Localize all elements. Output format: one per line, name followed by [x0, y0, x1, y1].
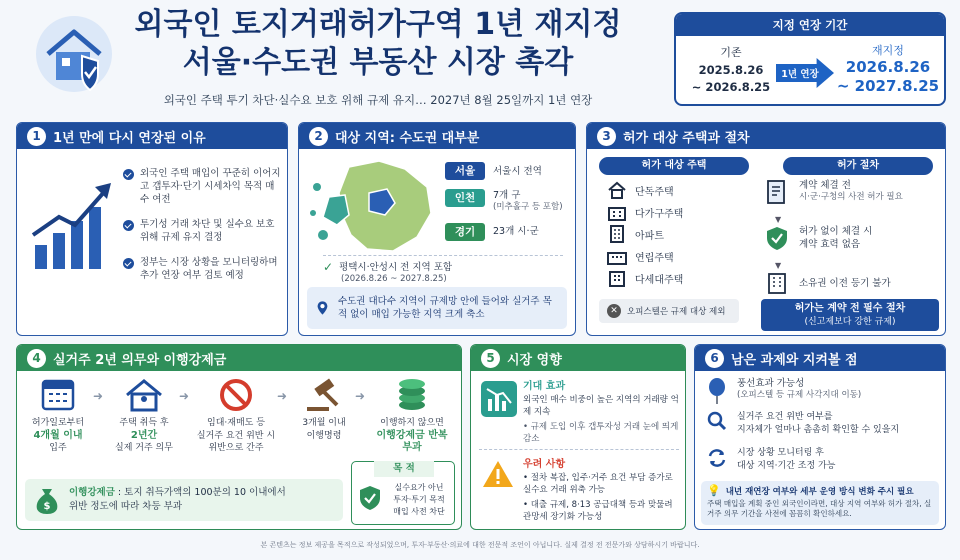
duty-step: 임대·재매도 등 실거주 요건 위반 시 위반으로 간주 — [195, 377, 277, 455]
must-text: 허가는 계약 전 필수 절차 — [794, 303, 906, 314]
warning-icon — [481, 459, 515, 493]
watch-box — [701, 481, 939, 525]
procedure-steps — [765, 179, 941, 295]
purpose-line: 투자·투기 목적 — [393, 495, 445, 504]
region-text: 7개 구 — [493, 190, 521, 201]
home-person-icon — [109, 377, 179, 413]
region-row — [445, 161, 571, 181]
new-end: ~ 2027.8.25 — [836, 77, 940, 95]
page-subtitle: 외국인 주택 투기 차단·실수요 보호 위해 규제 유지… 2027년 8월 25일까지 1년 연장 — [163, 93, 593, 107]
step-sub: 시·군·구청의 사전 허가 필요 — [799, 192, 903, 202]
check-icon — [123, 258, 134, 269]
purpose-line: 매입 사전 차단 — [393, 507, 445, 516]
building-icon — [765, 272, 789, 294]
row-house-icon — [607, 247, 627, 265]
region-tag: 인천 — [445, 189, 485, 207]
check-icon — [123, 169, 134, 180]
concern-item: • 대출 규제, 8·13 공급대책 등과 맞물려 관망세 장기화 가능성 — [523, 500, 673, 522]
region-text: 23개 시·군 — [493, 226, 539, 237]
watch-title: 💡 내년 재연장 여부와 세부 운영 방식 변화 주시 필요 — [707, 484, 914, 497]
house-list — [607, 179, 757, 289]
duty-step: 주택 취득 후 2년간 실제 거주 의무 — [109, 377, 179, 455]
arrow-down-icon: ▼ — [775, 215, 782, 224]
reason-item: 정부는 시장 상황을 모니터링하며 추가 연장 여부 검토 예정 — [123, 256, 283, 282]
duty-steps — [23, 377, 455, 455]
capital-area-map-icon — [309, 157, 439, 261]
lightbulb-icon: 💡 — [707, 484, 721, 497]
section-remaining-tasks — [694, 344, 946, 530]
exclude-text: 오피스텔은 규제 대상 제외 — [627, 307, 726, 317]
fine-line1: : 토지 취득가액의 100분의 10 이내에서 — [117, 487, 286, 498]
step-title: 소유권 이전 등기 불가 — [799, 277, 891, 289]
section-number: 4 — [27, 349, 46, 368]
shield-check-icon — [765, 225, 789, 251]
region-note — [307, 287, 567, 329]
arrow-right-icon: ➜ — [93, 389, 104, 403]
close-icon: ✕ — [607, 304, 621, 318]
calendar-icon — [23, 377, 93, 413]
task-item — [707, 447, 943, 479]
must-procedure-note — [761, 299, 939, 331]
search-icon — [707, 411, 727, 433]
gavel-icon — [293, 377, 355, 413]
region-text: 서울시 전역 — [493, 165, 542, 177]
section-regions — [298, 122, 576, 336]
effect-sub: • 규제 도입 이후 갭투자성 거래 눈에 띄게 감소 — [523, 422, 679, 444]
section-number: 5 — [481, 349, 500, 368]
apartment-icon — [607, 225, 627, 243]
section-title: 남은 과제와 지켜볼 점 — [731, 352, 858, 368]
checkmark-icon: ✓ — [323, 260, 334, 274]
step-title: 허가 없이 체결 시 — [799, 226, 873, 237]
region-subtext: (미추홀구 등 포함) — [493, 202, 563, 212]
new-period-dates — [834, 58, 942, 96]
step-title: 계약 체결 전 — [799, 180, 851, 191]
procedure-step — [765, 225, 941, 261]
must-sub: (신고제보다 강한 규제) — [804, 317, 896, 327]
reason-item: 투기성 거래 차단 및 실수요 보호 위해 규제 유지 결정 — [123, 218, 283, 244]
section-number: 6 — [705, 349, 724, 368]
procedure-title: 허가 절차 — [783, 157, 933, 175]
arrow-right-icon: ➜ — [179, 389, 190, 403]
title-line-2: 서울·수도권 부동산 시장 촉각 — [182, 45, 574, 80]
title-line-1: 외국인 토지거래허가구역 1년 재지정 — [134, 7, 622, 42]
new-period-label: 재지정 — [872, 44, 904, 57]
arrow-down-icon: ▼ — [775, 261, 782, 270]
shield-check-icon — [358, 484, 382, 512]
section-reason — [16, 122, 288, 336]
purpose-title: 목 적 — [374, 461, 434, 477]
fine-line2: 위반 정도에 따라 차등 부과 — [69, 501, 183, 512]
new-start: 2026.8.26 — [845, 58, 931, 76]
section-title: 1년 만에 다시 연장된 이유 — [53, 130, 206, 146]
task-title: 시장 상황 모니터링 후 — [737, 448, 824, 458]
bar-chart-up-icon — [29, 173, 117, 277]
arrow-label: 1년 연장 — [781, 69, 819, 80]
house-list-title: 허가 대상 주택 — [599, 157, 749, 175]
map-pin-icon — [317, 296, 328, 320]
money-bag-icon — [33, 485, 61, 515]
section-number: 1 — [27, 127, 46, 146]
section-residence-duty — [16, 344, 462, 530]
purpose-line: 실수요가 아닌 — [394, 483, 444, 492]
concern-item: • 절차 복잡, 입주·거주 요건 부담 증가로 실수요 거래 위축 가능 — [523, 473, 673, 495]
effect-text: 외국인 매수 비중이 높은 지역의 거래량 억제 지속 — [523, 395, 679, 417]
prohibited-icon — [195, 377, 277, 413]
house-item: 아파트 — [607, 223, 757, 245]
old-start: 2025.8.26 — [698, 63, 764, 77]
house-item: 연립주택 — [607, 245, 757, 267]
section-title: 시장 영향 — [507, 352, 562, 368]
task-item — [707, 377, 943, 409]
task-sub: 대상 지역·기간 조정 가능 — [737, 461, 836, 471]
task-item — [707, 411, 943, 445]
task-title: 풍선효과 가능성 — [737, 378, 805, 389]
purpose-box — [351, 461, 455, 525]
step-sub: 계약 효력 없음 — [799, 239, 861, 250]
detached-house-icon — [607, 181, 627, 199]
old-period-dates — [686, 62, 776, 96]
watch-sub: 주택 매입을 계획 중인 외국인이라면, 대상 지역 여부와 허가 절차, 실거주 의무 기간을 사전에 꼼꼼히 확인하세요. — [707, 499, 932, 518]
house-item: 다가구주택 — [607, 201, 757, 223]
region-row — [445, 222, 571, 242]
house-item: 단독주택 — [607, 179, 757, 201]
duty-step: 이행하지 않으면 이행강제금 반복 부과 — [371, 377, 453, 455]
duty-step: 허가일로부터 4개월 이내 입주 — [23, 377, 93, 455]
extra-region-period: (2026.8.26 ~ 2027.8.25) — [341, 274, 447, 284]
section-title: 실거주 2년 의무와 이행강제금 — [53, 352, 227, 368]
section-houses-procedure — [586, 122, 946, 336]
refresh-icon — [707, 447, 727, 469]
concern-title: 우려 사항 — [523, 459, 566, 470]
exclude-note — [599, 299, 739, 323]
task-sub: (오피스텔 등 규제 사각지대 이동) — [737, 390, 862, 400]
extension-period-box — [674, 12, 946, 106]
balloon-icon — [707, 377, 727, 405]
fine-label: 이행강제금 — [69, 487, 115, 498]
page-title — [118, 6, 638, 82]
section-title: 대상 지역: 수도권 대부분 — [335, 130, 480, 146]
check-icon — [123, 220, 134, 231]
old-period-label: 기존 — [720, 46, 742, 59]
section-number: 3 — [597, 127, 616, 146]
task-title: 실거주 요건 위반 여부를 — [737, 412, 833, 422]
fine-box — [25, 479, 343, 521]
chart-down-icon — [481, 381, 517, 421]
footer-disclaimer: 본 콘텐츠는 정보 제공을 목적으로 작성되었으며, 투자·부동산·의료에 대한 전문적 조언이 아닙니다. 실제 결정 전 전문가와 상담하시기 바랍니다. — [260, 541, 700, 549]
section-title: 허가 대상 주택과 절차 — [623, 130, 750, 146]
reason-item: 외국인 주택 매입이 꾸준히 이어지고 갭투자·단기 시세차익 목적 매수 여전 — [123, 167, 283, 206]
procedure-step — [765, 179, 941, 215]
arrow-right-icon: ➜ — [355, 389, 366, 403]
multiplex-house-icon — [607, 269, 627, 287]
task-sub: 지자체가 얼마나 촘촘히 확인할 수 있을지 — [737, 425, 900, 435]
section-market-impact — [470, 344, 686, 530]
coins-icon — [371, 377, 453, 413]
region-note-text: 수도권 대다수 지역이 규제망 안에 들어와 실거주 목적 없이 매입 가능한 지역 크게 축소 — [337, 296, 552, 320]
region-row — [445, 189, 571, 214]
region-tag: 서울 — [445, 162, 485, 180]
arrow-right-icon: ➜ — [277, 389, 288, 403]
old-end: ~ 2026.8.25 — [691, 80, 771, 94]
duty-step: 3개월 이내 이행명령 — [293, 377, 355, 442]
extra-region — [323, 255, 563, 286]
house-shield-logo — [34, 14, 118, 94]
region-tag: 경기 — [445, 223, 485, 241]
svg-text:$: $ — [43, 501, 51, 512]
section-number: 2 — [309, 127, 328, 146]
document-sign-icon — [765, 179, 789, 205]
house-item: 다세대주택 — [607, 267, 757, 289]
multi-family-house-icon — [607, 203, 627, 221]
extension-title: 지정 연장 기간 — [676, 14, 944, 36]
extra-region-text: 평택시·안성시 전 지역 포함 — [339, 261, 453, 273]
effect-title: 기대 효과 — [523, 381, 566, 392]
procedure-step — [765, 271, 941, 295]
